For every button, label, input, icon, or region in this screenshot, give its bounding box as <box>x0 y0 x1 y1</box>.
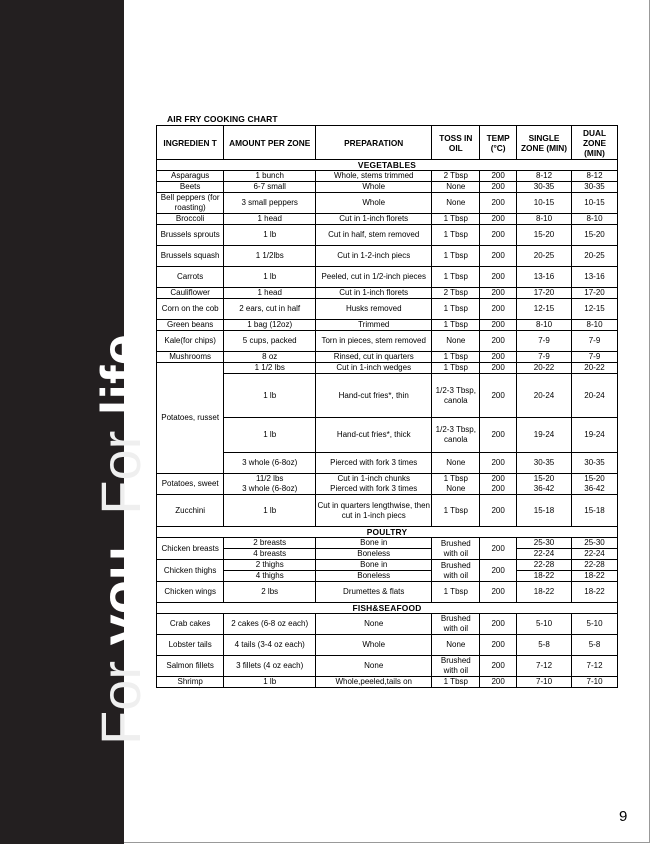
oil-cell: 1 Tbsp <box>432 267 480 288</box>
ingredient-cell: Mushrooms <box>157 352 224 363</box>
amount-cell: 1 lb <box>224 267 316 288</box>
amount-cell: 1 lb <box>224 374 316 418</box>
single-zone-cell: 30-35 <box>516 453 571 474</box>
slogan-you: you. <box>89 530 152 646</box>
single-zone-cell: 19-24 <box>516 418 571 453</box>
table-row <box>157 331 618 352</box>
temp-cell: 200 <box>480 352 517 363</box>
temp-cell: 200 <box>480 182 517 193</box>
temp-cell: 200 <box>480 171 517 182</box>
ingredient-cell: Asparagus <box>157 171 224 182</box>
amount-cell: 1 1/2 lbs <box>224 363 316 374</box>
ingredient-cell: Brussels sprouts <box>157 225 224 246</box>
table-row <box>157 193 618 214</box>
dual-zone-cell: 22-24 <box>572 549 618 560</box>
amount-cell: 1 bunch <box>224 171 316 182</box>
dual-zone-cell: 18-22 <box>572 582 618 603</box>
preparation-cell: Husks removed <box>316 299 432 320</box>
cooking-chart-table <box>156 125 618 688</box>
table-row <box>157 214 618 225</box>
table-row <box>157 182 618 193</box>
preparation-cell: Bone in <box>316 560 432 571</box>
dual-zone-cell: 20-25 <box>572 246 618 267</box>
table-row <box>157 171 618 182</box>
preparation-cell: Hand-cut fries*, thick <box>316 418 432 453</box>
temp-cell: 200 <box>480 299 517 320</box>
oil-cell: Brushed with oil <box>432 538 480 560</box>
single-zone-cell: 5-10 <box>516 614 571 635</box>
amount-cell: 1 bag (12oz) <box>224 320 316 331</box>
section-fish-seafood-label: FISH&SEAFOOD <box>157 603 618 614</box>
preparation-cell: Pierced with fork 3 times <box>316 453 432 474</box>
dual-zone-cell: 15-18 <box>572 495 618 527</box>
single-zone-cell: 15-20 <box>516 225 571 246</box>
oil-cell: 1 Tbsp <box>432 677 480 688</box>
table-row <box>157 299 618 320</box>
slogan-for-2: For <box>89 415 152 531</box>
single-zone-cell: 30-35 <box>516 182 571 193</box>
dual-zone-cell: 18-22 <box>572 571 618 582</box>
section-poultry <box>157 527 618 538</box>
single-zone-cell: 20-22 <box>516 363 571 374</box>
single-zone-cell: 20-25 <box>516 246 571 267</box>
temp-cell: 200 <box>480 331 517 352</box>
single-zone-cell: 7-10 <box>516 677 571 688</box>
single-zone-cell: 7-9 <box>516 331 571 352</box>
header-ingredient: INGREDIEN T <box>157 126 224 160</box>
table-row <box>157 374 618 418</box>
dual-zone-cell: 12-15 <box>572 299 618 320</box>
preparation-cell: Whole <box>316 193 432 214</box>
preparation-cell: Cut in quarters lengthwise, then cut in 1-inch piecs <box>316 495 432 527</box>
preparation-cell: Cut in 1-inch florets <box>316 288 432 299</box>
preparation-cell: None <box>316 656 432 677</box>
ingredient-cell: Bell peppers (for roasting) <box>157 193 224 214</box>
page-number: 9 <box>619 808 628 825</box>
dual-zone-cell: 10-15 <box>572 193 618 214</box>
dual-zone-cell: 20-24 <box>572 374 618 418</box>
ingredient-cell: Shrimp <box>157 677 224 688</box>
dual-zone-cell: 15-20 36-42 <box>572 474 618 495</box>
dual-zone-cell: 30-35 <box>572 453 618 474</box>
oil-cell: Brushed with oil <box>432 656 480 677</box>
ingredient-cell: Cauliflower <box>157 288 224 299</box>
ingredient-cell: Green beans <box>157 320 224 331</box>
temp-cell: 200 <box>480 267 517 288</box>
oil-cell: Brushed with oil <box>432 560 480 582</box>
dual-zone-cell: 5-8 <box>572 635 618 656</box>
table-row <box>157 320 618 331</box>
ingredient-cell: Potatoes, russet <box>157 363 224 474</box>
preparation-cell: Whole <box>316 635 432 656</box>
oil-cell: None <box>432 635 480 656</box>
oil-cell: 2 Tbsp <box>432 171 480 182</box>
temp-cell: 200 <box>480 656 517 677</box>
dual-zone-cell: 25-30 <box>572 538 618 549</box>
table-row <box>157 635 618 656</box>
table-row <box>157 453 618 474</box>
preparation-cell: Hand-cut fries*, thin <box>316 374 432 418</box>
temp-cell: 200 <box>480 363 517 374</box>
section-poultry-label: POULTRY <box>157 527 618 538</box>
oil-cell: None <box>432 182 480 193</box>
ingredient-cell: Carrots <box>157 267 224 288</box>
amount-cell: 1 lb <box>224 495 316 527</box>
amount-cell: 3 whole (6-8oz) <box>224 453 316 474</box>
ingredient-cell: Broccoli <box>157 214 224 225</box>
table-row <box>157 418 618 453</box>
single-zone-cell: 8-12 <box>516 171 571 182</box>
single-zone-cell: 7-12 <box>516 656 571 677</box>
preparation-cell: Cut in 1-2-inch piecs <box>316 246 432 267</box>
dual-zone-cell: 5-10 <box>572 614 618 635</box>
dual-zone-cell: 20-22 <box>572 363 618 374</box>
amount-cell: 1 head <box>224 288 316 299</box>
amount-cell: 2 ears, cut in half <box>224 299 316 320</box>
preparation-cell: Whole <box>316 182 432 193</box>
ingredient-cell: Beets <box>157 182 224 193</box>
ingredient-cell: Chicken thighs <box>157 560 224 582</box>
dual-zone-cell: 30-35 <box>572 182 618 193</box>
amount-cell: 2 lbs <box>224 582 316 603</box>
single-zone-cell: 12-15 <box>516 299 571 320</box>
ingredient-cell: Chicken breasts <box>157 538 224 560</box>
table-row <box>157 225 618 246</box>
table-row <box>157 538 618 549</box>
preparation-cell: Rinsed, cut in quarters <box>316 352 432 363</box>
single-zone-cell: 7-9 <box>516 352 571 363</box>
preparation-cell: Whole, stems trimmed <box>316 171 432 182</box>
temp-cell: 200 <box>480 418 517 453</box>
preparation-cell: Cut in 1-inch wedges <box>316 363 432 374</box>
dual-zone-cell: 17-20 <box>572 288 618 299</box>
table-row <box>157 352 618 363</box>
dual-zone-cell: 7-12 <box>572 656 618 677</box>
single-zone-cell: 8-10 <box>516 214 571 225</box>
oil-cell: Brushed with oil <box>432 614 480 635</box>
preparation-cell: Cut in 1-inch florets <box>316 214 432 225</box>
amount-cell: 4 thighs <box>224 571 316 582</box>
dual-zone-cell: 13-16 <box>572 267 618 288</box>
table-row <box>157 614 618 635</box>
header-temp: TEMP (°C) <box>480 126 517 160</box>
preparation-cell: Cut in 1-inch chunks Pierced with fork 3 times <box>316 474 432 495</box>
ingredient-cell: Salmon fillets <box>157 656 224 677</box>
temp-cell: 200 <box>480 453 517 474</box>
table-row <box>157 571 618 582</box>
temp-cell: 200 200 <box>480 474 517 495</box>
amount-cell: 6-7 small <box>224 182 316 193</box>
oil-cell: 1 Tbsp <box>432 299 480 320</box>
ingredient-cell: Zucchini <box>157 495 224 527</box>
oil-cell: 1 Tbsp None <box>432 474 480 495</box>
ingredient-cell: Crab cakes <box>157 614 224 635</box>
preparation-cell: Boneless <box>316 549 432 560</box>
section-vegetables-label: VEGETABLES <box>157 160 618 171</box>
preparation-cell: Boneless <box>316 571 432 582</box>
oil-cell: 1/2-3 Tbsp, canola <box>432 374 480 418</box>
oil-cell: 2 Tbsp <box>432 288 480 299</box>
preparation-cell: Whole,peeled,tails on <box>316 677 432 688</box>
header-toss-in-oil: TOSS IN OIL <box>432 126 480 160</box>
oil-cell: 1 Tbsp <box>432 363 480 374</box>
table-row <box>157 363 618 374</box>
amount-cell: 1 lb <box>224 418 316 453</box>
dual-zone-cell: 19-24 <box>572 418 618 453</box>
preparation-cell: Torn in pieces, stem removed <box>316 331 432 352</box>
preparation-cell: Bone in <box>316 538 432 549</box>
amount-cell: 1 1/2lbs <box>224 246 316 267</box>
table-row <box>157 495 618 527</box>
single-zone-cell: 15-18 <box>516 495 571 527</box>
dual-zone-cell: 8-12 <box>572 171 618 182</box>
table-row <box>157 288 618 299</box>
amount-cell: 1 head <box>224 214 316 225</box>
ingredient-cell: Potatoes, sweet <box>157 474 224 495</box>
header-dual-zone: DUAL ZONE (MIN) <box>572 126 618 160</box>
oil-cell: 1/2-3 Tbsp, canola <box>432 418 480 453</box>
header-row <box>157 126 618 160</box>
preparation-cell: Drumettes & flats <box>316 582 432 603</box>
dual-zone-cell: 7-9 <box>572 331 618 352</box>
temp-cell: 200 <box>480 374 517 418</box>
temp-cell: 200 <box>480 582 517 603</box>
single-zone-cell: 5-8 <box>516 635 571 656</box>
amount-cell: 4 breasts <box>224 549 316 560</box>
temp-cell: 200 <box>480 225 517 246</box>
single-zone-cell: 22-24 <box>516 549 571 560</box>
single-zone-cell: 22-28 <box>516 560 571 571</box>
amount-cell: 4 tails (3-4 oz each) <box>224 635 316 656</box>
temp-cell: 200 <box>480 193 517 214</box>
amount-cell: 1 lb <box>224 677 316 688</box>
temp-cell: 200 <box>480 320 517 331</box>
temp-cell: 200 <box>480 560 517 582</box>
oil-cell: 1 Tbsp <box>432 495 480 527</box>
brand-sidebar <box>0 0 152 844</box>
ingredient-cell: Kale(for chips) <box>157 331 224 352</box>
section-vegetables <box>157 160 618 171</box>
temp-cell: 200 <box>480 495 517 527</box>
amount-cell: 3 fillets (4 oz each) <box>224 656 316 677</box>
single-zone-cell: 20-24 <box>516 374 571 418</box>
table-row <box>157 246 618 267</box>
single-zone-cell: 10-15 <box>516 193 571 214</box>
table-row <box>157 267 618 288</box>
ingredient-cell: Corn on the cob <box>157 299 224 320</box>
table-row <box>157 560 618 571</box>
dual-zone-cell: 7-9 <box>572 352 618 363</box>
oil-cell: None <box>432 331 480 352</box>
preparation-cell: Cut in half, stem removed <box>316 225 432 246</box>
table-row <box>157 474 618 495</box>
temp-cell: 200 <box>480 635 517 656</box>
amount-cell: 5 cups, packed <box>224 331 316 352</box>
amount-cell: 2 thighs <box>224 560 316 571</box>
dual-zone-cell: 8-10 <box>572 320 618 331</box>
single-zone-cell: 25-30 <box>516 538 571 549</box>
section-fish-seafood <box>157 603 618 614</box>
slogan-for: For <box>89 645 152 745</box>
oil-cell: None <box>432 453 480 474</box>
ingredient-cell: Lobster tails <box>157 635 224 656</box>
table-row <box>157 549 618 560</box>
dual-zone-cell: 7-10 <box>572 677 618 688</box>
temp-cell: 200 <box>480 246 517 267</box>
single-zone-cell: 17-20 <box>516 288 571 299</box>
preparation-cell: None <box>316 614 432 635</box>
temp-cell: 200 <box>480 538 517 560</box>
slogan-life: life. <box>89 318 152 416</box>
amount-cell: 2 cakes (6-8 oz each) <box>224 614 316 635</box>
single-zone-cell: 15-20 36-42 <box>516 474 571 495</box>
chart-body <box>157 160 618 688</box>
oil-cell: 1 Tbsp <box>432 320 480 331</box>
temp-cell: 200 <box>480 614 517 635</box>
ingredient-cell: Brussels squash <box>157 246 224 267</box>
amount-cell: 3 small peppers <box>224 193 316 214</box>
oil-cell: 1 Tbsp <box>432 582 480 603</box>
single-zone-cell: 18-22 <box>516 582 571 603</box>
temp-cell: 200 <box>480 677 517 688</box>
table-row <box>157 656 618 677</box>
dual-zone-cell: 8-10 <box>572 214 618 225</box>
temp-cell: 200 <box>480 288 517 299</box>
table-row <box>157 582 618 603</box>
table-row <box>157 677 618 688</box>
oil-cell: 1 Tbsp <box>432 225 480 246</box>
preparation-cell: Peeled, cut in 1/2-inch pieces <box>316 267 432 288</box>
header-preparation: PREPARATION <box>316 126 432 160</box>
header-amount: AMOUNT PER ZONE <box>224 126 316 160</box>
header-single-zone: SINGLE ZONE (MIN) <box>516 126 571 160</box>
oil-cell: 1 Tbsp <box>432 214 480 225</box>
single-zone-cell: 8-10 <box>516 320 571 331</box>
amount-cell: 1 lb <box>224 225 316 246</box>
amount-cell: 8 oz <box>224 352 316 363</box>
amount-cell: 11/2 lbs 3 whole (6-8oz) <box>224 474 316 495</box>
chart-title: AIR FRY COOKING CHART <box>167 114 278 124</box>
oil-cell: 1 Tbsp <box>432 352 480 363</box>
oil-cell: None <box>432 193 480 214</box>
preparation-cell: Trimmed <box>316 320 432 331</box>
dual-zone-cell: 15-20 <box>572 225 618 246</box>
temp-cell: 200 <box>480 214 517 225</box>
dual-zone-cell: 22-28 <box>572 560 618 571</box>
oil-cell: 1 Tbsp <box>432 246 480 267</box>
single-zone-cell: 13-16 <box>516 267 571 288</box>
ingredient-cell: Chicken wings <box>157 582 224 603</box>
single-zone-cell: 18-22 <box>516 571 571 582</box>
amount-cell: 2 breasts <box>224 538 316 549</box>
